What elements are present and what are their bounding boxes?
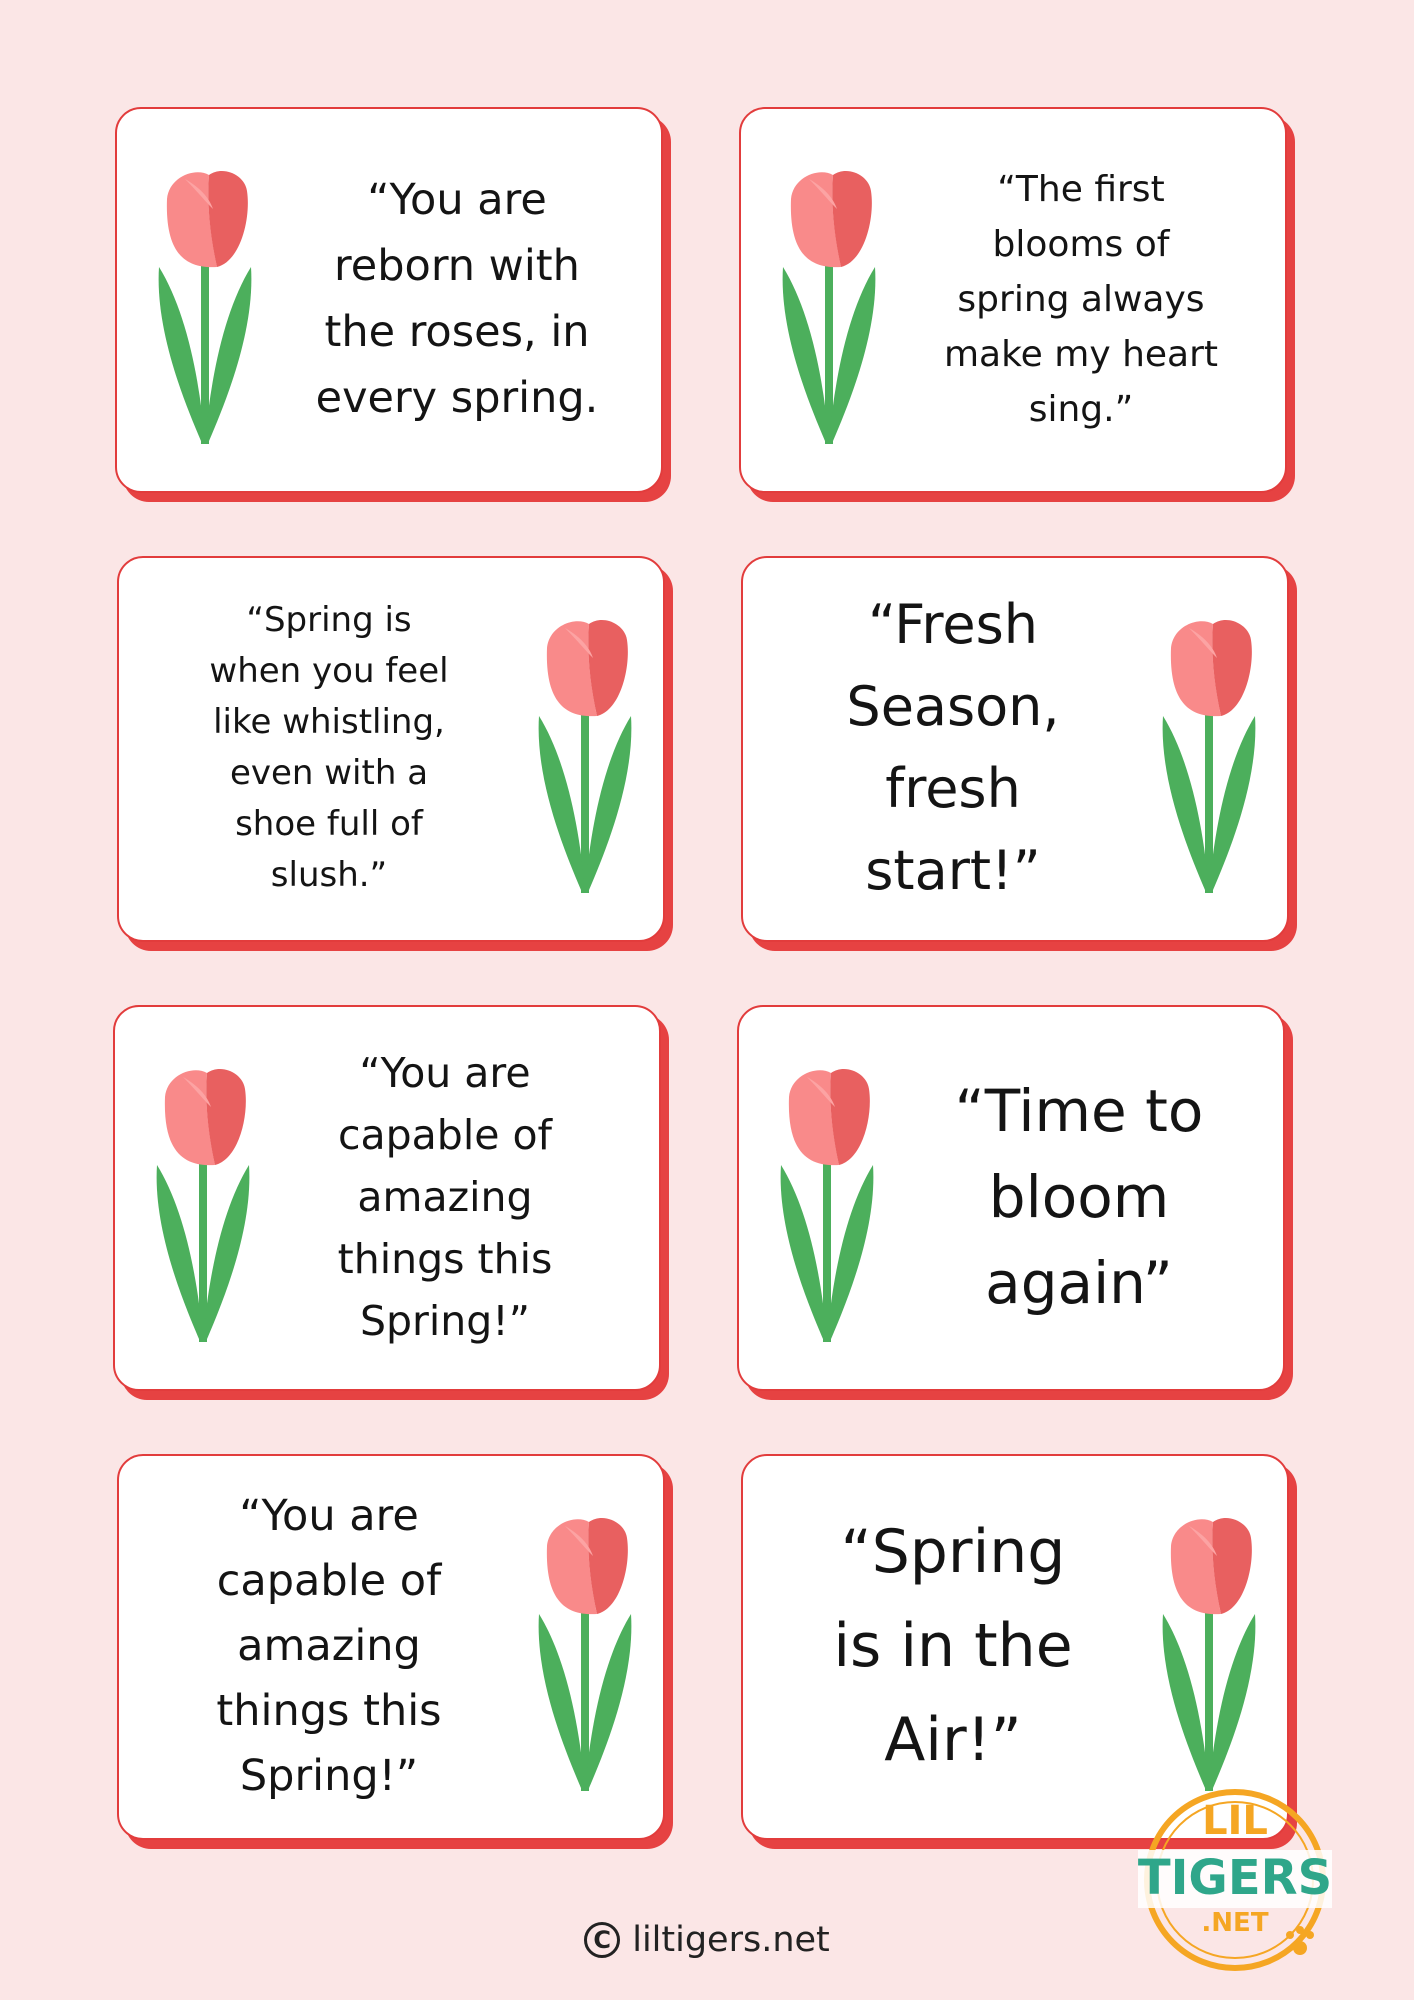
tulip-icon [1159, 1516, 1259, 1796]
footer-site-link[interactable]: liltigers.net [632, 1920, 830, 1960]
quote-text: “You are capable of amazing things this Spring!” [216, 1490, 442, 1801]
quote-text: “The first blooms of spring always make my heart sing.” [943, 168, 1219, 430]
logo-line-2: TIGERS [1137, 1850, 1333, 1906]
quote-card-4 [741, 556, 1289, 942]
quote-card-2 [739, 107, 1287, 493]
quote-text: “You are capable of amazing things this Spring!” [337, 1049, 553, 1345]
tulip-icon [155, 169, 255, 449]
quote-card-1 [115, 107, 663, 493]
quote-text: “Spring is in the Air!” [833, 1517, 1073, 1775]
copyright-icon: C [584, 1922, 620, 1958]
tulip-icon [535, 618, 635, 898]
quote-text: “Time to bloom again” [954, 1077, 1204, 1317]
tulip-icon [535, 1516, 635, 1796]
quote-text: “Fresh Season, fresh start!” [846, 593, 1060, 902]
quote-card-3 [117, 556, 665, 942]
footer [0, 1920, 1414, 1960]
tulip-icon [777, 1067, 877, 1347]
quote-card-6 [737, 1005, 1285, 1391]
quote-card-5 [113, 1005, 661, 1391]
tulip-icon [153, 1067, 253, 1347]
tulip-icon [1159, 618, 1259, 898]
quote-card-7 [117, 1454, 665, 1840]
tulip-icon [779, 169, 879, 449]
logo-line-1: LIL [1202, 1798, 1268, 1844]
quote-text: “You are reborn with the roses, in every spring. [315, 175, 599, 423]
logo-line-3: .NET [1201, 1908, 1269, 1938]
quote-text: “Spring is when you feel like whistling, even with a shoe full of slush.” [209, 600, 449, 895]
